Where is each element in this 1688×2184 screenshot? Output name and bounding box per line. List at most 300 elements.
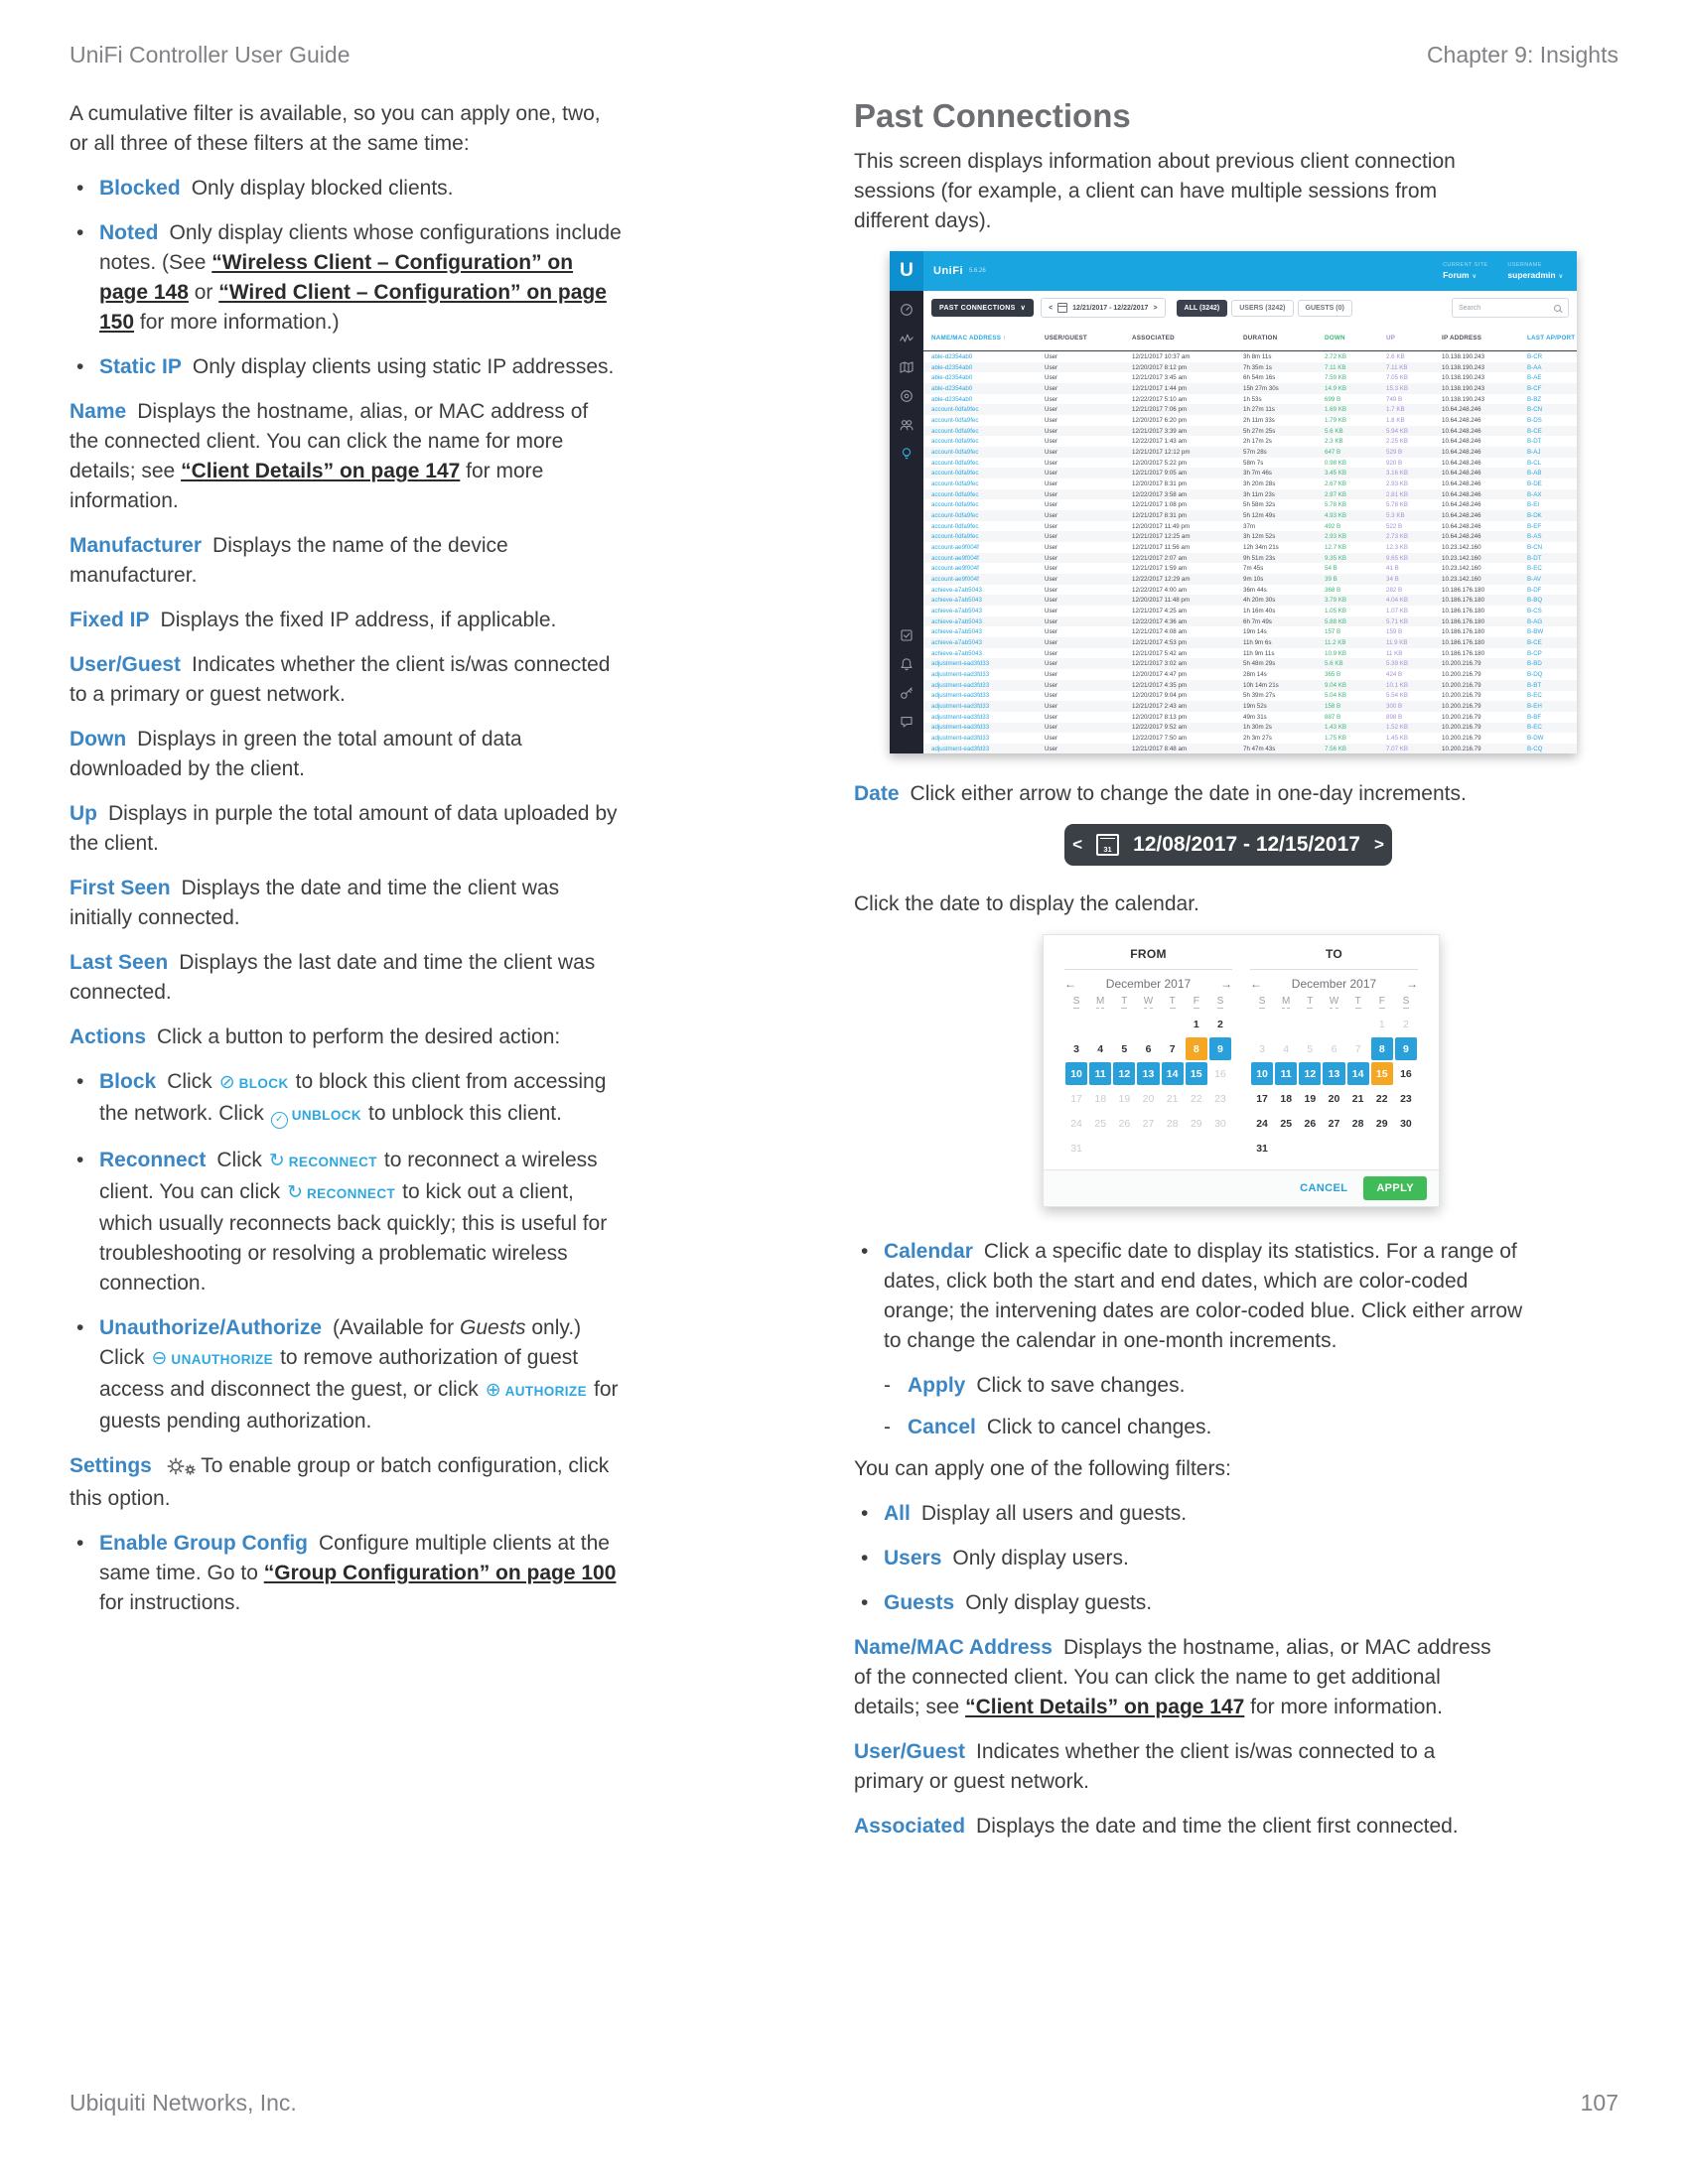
table-cell: 12/21/2017 4:53 pm [1132, 638, 1188, 646]
table-cell: account-0dfa9fec [931, 427, 979, 435]
table-cell: 158 B [1325, 703, 1341, 710]
table-cell: 2.93 KB [1386, 479, 1409, 487]
list-marker: • [76, 1070, 84, 1093]
table-cell: 10.186.176.180 [1442, 597, 1485, 605]
calendar-blank [1275, 1137, 1297, 1160]
table-cell: 7h 35m 1s [1243, 363, 1272, 371]
table-cell: 10.186.176.180 [1442, 628, 1485, 636]
table-cell: 7.56 KB [1325, 745, 1347, 752]
table-cell: 9.35 KB [1325, 554, 1347, 562]
table-cell: 10.64.248.246 [1442, 438, 1481, 446]
day-letter: S [1216, 996, 1224, 1007]
table-cell: account-0dfa9fec [931, 438, 979, 446]
term-label: Settings [70, 1454, 152, 1477]
table-row [923, 478, 1577, 489]
paragraph [70, 874, 623, 933]
table-cell: 2.67 KB [1325, 479, 1347, 487]
filter-all-button: ALL (3242) [1177, 300, 1228, 317]
table-row [923, 447, 1577, 458]
table-cell: 5h 39m 27s [1243, 692, 1276, 700]
table-cell: 10.64.248.246 [1442, 459, 1481, 467]
table-cell: 1.79 KB [1325, 416, 1347, 424]
table-cell: User [1045, 597, 1058, 605]
table-cell: account-0dfa9fec [931, 459, 979, 467]
date-range-text: 12/08/2017 - 12/15/2017 [1133, 833, 1360, 856]
right-column [854, 91, 1589, 1856]
table-cell: B-BZ [1527, 395, 1542, 403]
table-cell: 12/22/2017 12:29 am [1132, 575, 1191, 583]
calendar-blank [1089, 1013, 1111, 1035]
table-cell: 157 B [1325, 628, 1341, 636]
chapter-title: Chapter 9: Insights [1426, 42, 1618, 68]
table-cell: 12/21/2017 8:48 am [1132, 745, 1188, 752]
calendar-day: 11 [1275, 1062, 1297, 1085]
dash-item [854, 1413, 1551, 1442]
table-cell: 7.07 KB [1386, 745, 1409, 752]
text: Displays the date and time the client first connected. [976, 1815, 1459, 1838]
table-cell: B-EF [1527, 522, 1542, 530]
table-cell: account-0dfa9fec [931, 522, 979, 530]
table-row [923, 351, 1577, 362]
table-cell: account-0dfa9fec [931, 406, 979, 414]
calendar-blank [1371, 1137, 1393, 1160]
insights-icon [900, 447, 914, 461]
calendar-day: 19 [1118, 1092, 1131, 1105]
table-cell: 12/22/2017 9:52 am [1132, 724, 1188, 732]
table-cell: account-0dfa9fec [931, 533, 979, 541]
table-cell: User [1045, 660, 1058, 668]
right-flow-1 [854, 97, 1589, 236]
term-label: Block [99, 1070, 157, 1093]
table-cell: 10h 14m 21s [1243, 681, 1279, 689]
table-cell: 2h 11m 33s [1243, 416, 1275, 424]
text: Click either arrow to change the date in one-day increments. [910, 782, 1467, 805]
table-cell: 1.7 KB [1386, 406, 1405, 414]
table-cell: B-AE [1527, 374, 1542, 382]
unifi-logo: U [890, 251, 923, 291]
paragraph [70, 531, 623, 591]
table-cell: User [1045, 363, 1058, 371]
bullet-item [70, 218, 623, 338]
calendar-footer [1044, 1169, 1439, 1206]
table-cell: B-CE [1527, 638, 1542, 646]
paragraph [854, 1454, 1497, 1484]
table-cell: able-d2354ab0 [931, 374, 973, 382]
table-cell: 699 B [1325, 395, 1341, 403]
chevron-down-icon: ∨ [1558, 274, 1563, 280]
unifi-screenshot [890, 251, 1577, 753]
term-label: First Seen [70, 877, 171, 899]
calendar-day: 12 [1113, 1062, 1135, 1085]
calendar-day: 26 [1118, 1117, 1131, 1130]
table-cell: 5h 12m 49s [1243, 511, 1276, 519]
table-cell: 5.6 KB [1325, 427, 1343, 435]
table-cell: User [1045, 703, 1058, 710]
calendar-day: 9 [1209, 1037, 1231, 1060]
calendar-blank [1065, 1013, 1087, 1035]
settings-gears-icon [167, 1454, 196, 1484]
table-cell: 12/20/2017 11:48 pm [1132, 597, 1191, 605]
username-label: USERNAME [1507, 262, 1542, 268]
calendar-day: 16 [1400, 1067, 1412, 1080]
calendar-day: 31 [1256, 1142, 1268, 1155]
table-row [923, 542, 1577, 553]
table-cell: 10.200.216.79 [1442, 735, 1481, 743]
table-cell: 10.64.248.246 [1442, 501, 1481, 509]
list-marker: - [884, 1416, 891, 1438]
table-cell: B-BQ [1527, 597, 1543, 605]
table-cell: 424 B [1386, 670, 1403, 678]
action-label: AUTHORIZE [504, 1384, 587, 1399]
table-cell: 7h 47m 43s [1243, 745, 1276, 752]
table-cell: 5.94 KB [1386, 427, 1409, 435]
table-cell: B-BW [1527, 628, 1544, 636]
cross-reference-link[interactable]: “Wired Client – Configuration” on page 150 [99, 281, 607, 334]
table-cell: 12/20/2017 6:20 pm [1132, 416, 1188, 424]
table-cell: User [1045, 617, 1058, 625]
table-cell: 15h 27m 30s [1243, 384, 1279, 392]
day-letter: T [1354, 996, 1361, 1007]
authorize-icon: ⊕ [485, 1380, 501, 1401]
table-row [923, 733, 1577, 744]
action-badge [219, 1070, 289, 1093]
text: A cumulative filter is available, so you can apply one, two, or all three of these filters at the same time: [70, 102, 601, 155]
calendar-blank [1347, 1013, 1369, 1035]
table-row [923, 637, 1577, 648]
column-header: NAME/MAC ADDRESS ↑ [931, 334, 1007, 341]
table-cell: 37m [1243, 522, 1256, 530]
day-letter: S [1402, 996, 1410, 1007]
table-cell: User [1045, 724, 1058, 732]
calendar-day: 22 [1375, 1092, 1388, 1105]
table-cell: User [1045, 374, 1058, 382]
table-row [923, 701, 1577, 712]
text: Indicates whether the client is/was connected to a primary or guest network. [854, 1740, 1436, 1793]
table-row [923, 436, 1577, 447]
table-cell: 10.138.190.243 [1442, 384, 1485, 392]
table-cell: 10.200.216.79 [1442, 724, 1481, 732]
table-cell: 10.200.216.79 [1442, 692, 1481, 700]
unifi-version: 5.6.26 [969, 268, 986, 274]
table-cell: 12/21/2017 8:31 pm [1132, 511, 1188, 519]
table-cell: 10.200.216.79 [1442, 660, 1481, 668]
table-row [923, 606, 1577, 616]
term-label: Calendar [884, 1240, 973, 1263]
calendar-day: 7 [1169, 1042, 1176, 1055]
calendar-day: 18 [1094, 1092, 1107, 1105]
table-cell: 2.93 KB [1325, 533, 1347, 541]
table-cell: User [1045, 448, 1058, 456]
calendar-blank [1299, 1137, 1321, 1160]
calendar-blank [1395, 1137, 1417, 1160]
term-label: Noted [99, 221, 159, 244]
calendar-blank [1162, 1137, 1184, 1160]
calendar-day: 29 [1375, 1117, 1388, 1130]
text: Displays in purple the total amount of data uploaded by the client. [70, 802, 618, 855]
table-cell: 12.7 KB [1325, 543, 1347, 551]
calendar-blank [1162, 1013, 1184, 1035]
calendar-blank [1299, 1013, 1321, 1035]
table-cell: B-CE [1527, 427, 1542, 435]
table-cell: 1h 27m 11s [1243, 406, 1275, 414]
table-cell: 1.05 KB [1325, 607, 1347, 614]
day-letter: W [1143, 996, 1154, 1007]
unblock-icon: ✓ [271, 1112, 288, 1129]
paragraph [70, 99, 623, 159]
table-row [923, 531, 1577, 542]
calendar-day: 5 [1307, 1042, 1314, 1055]
table-cell: achieve-a7ab5043 [931, 628, 982, 636]
paragraph [70, 650, 623, 710]
table-cell: achieve-a7ab5043 [931, 607, 982, 614]
italic-text: Guests [460, 1316, 526, 1339]
text: only.) Click [99, 1316, 582, 1369]
table-cell: 10.64.248.246 [1442, 470, 1481, 478]
table-cell: B-CF [1527, 384, 1542, 392]
term-label: User/Guest [70, 653, 182, 676]
statistics-icon [900, 332, 914, 345]
table-cell: 9h 51m 23s [1243, 554, 1276, 562]
table-cell: 5.39 KB [1386, 660, 1409, 668]
table-cell: 4h 20m 30s [1243, 597, 1276, 605]
paragraph [70, 1451, 623, 1514]
text: Display all users and guests. [920, 1502, 1188, 1525]
unifi-toolbar [923, 291, 1577, 325]
table-cell: 159 B [1386, 628, 1403, 636]
table-cell: 1.07 KB [1386, 607, 1409, 614]
table-cell: account-0dfa9fec [931, 448, 979, 456]
calendar-day: 9 [1395, 1037, 1417, 1060]
action-badge [152, 1346, 274, 1369]
table-row [923, 574, 1577, 585]
table-cell: 10.64.248.246 [1442, 427, 1481, 435]
text: Displays the last date and time the client was connected. [70, 951, 596, 1004]
term-label: Manufacturer [70, 534, 203, 557]
paragraph [854, 1737, 1497, 1797]
search-input [1452, 298, 1569, 318]
calendar-blank [1275, 1013, 1297, 1035]
text: for more information. [1244, 1696, 1443, 1718]
text: to reconnect a wireless client. You can click [99, 1149, 598, 1203]
table-cell: B-CN [1527, 406, 1543, 414]
table-cell: achieve-a7ab5043 [931, 638, 982, 646]
table-cell: User [1045, 501, 1058, 509]
table-cell: 12h 34m 21s [1243, 543, 1279, 551]
chevron-down-icon: ∨ [1472, 274, 1477, 280]
cross-reference-link[interactable]: “Group Configuration” on page 100 [263, 1562, 617, 1584]
table-row [923, 669, 1577, 680]
table-cell: achieve-a7ab5043 [931, 586, 982, 594]
table-cell: 12/21/2017 12:25 am [1132, 533, 1191, 541]
table-cell: User [1045, 575, 1058, 583]
settings-icon [900, 686, 914, 700]
month-header [1250, 977, 1418, 991]
table-cell: B-AA [1527, 363, 1542, 371]
table-cell: 49m 31s [1243, 713, 1267, 721]
cross-reference-link[interactable]: “Client Details” on page 147 [965, 1696, 1245, 1718]
bullet-item [854, 1499, 1527, 1529]
table-cell: 12/22/2017 4:36 am [1132, 617, 1188, 625]
bullet-item [854, 1237, 1527, 1356]
table-cell: User [1045, 395, 1058, 403]
table-cell: 10.23.142.160 [1442, 554, 1481, 562]
table-cell: achieve-a7ab5043 [931, 597, 982, 605]
table-cell: 12/21/2017 5:42 am [1132, 649, 1188, 657]
filter-users-button: USERS (3242) [1231, 300, 1293, 317]
calendar-day: 23 [1400, 1092, 1412, 1105]
table-cell: able-d2354ab0 [931, 363, 973, 371]
reconnect-icon: ↻ [268, 1151, 285, 1171]
calendar-day: 1 [1378, 1018, 1385, 1030]
table-cell: 10.138.190.243 [1442, 363, 1485, 371]
table-cell: 887 B [1325, 713, 1341, 721]
calendar-day: 2 [1216, 1018, 1223, 1030]
text: Displays the hostname, alias, or MAC address of the connected client. You can click the name for more details; see [70, 400, 589, 482]
calendar-day: 10 [1251, 1062, 1273, 1085]
table-cell: 12/22/2017 4:00 am [1132, 586, 1188, 594]
bullet-item [70, 174, 623, 204]
column-header: UP [1386, 334, 1396, 341]
table-cell: 7.05 KB [1386, 374, 1409, 382]
table-cell: 12/21/2017 4:08 am [1132, 628, 1188, 636]
term-label: Unauthorize/Authorize [99, 1316, 322, 1339]
table-cell: 1h 53s [1243, 395, 1262, 403]
table-cell: 12/21/2017 12:12 pm [1132, 448, 1191, 456]
term-label: Up [70, 802, 97, 825]
table-cell: 9.65 KB [1386, 554, 1409, 562]
table-cell: 2.3 KB [1325, 438, 1343, 446]
table-cell: 1.45 KB [1386, 735, 1409, 743]
table-cell: 1.69 KB [1325, 406, 1347, 414]
text: Displays the fixed IP address, if applicable. [160, 609, 557, 631]
month-header [1064, 977, 1232, 991]
calendar-day: 13 [1323, 1062, 1344, 1085]
table-cell: 2h 17m 2s [1243, 438, 1272, 446]
calendar-day: 4 [1097, 1042, 1104, 1055]
text: Click the date to display the calendar. [854, 892, 1199, 915]
bullet-item [854, 1588, 1527, 1618]
paragraph [70, 799, 623, 859]
term-label: Guests [884, 1591, 955, 1614]
day-grid [1250, 1013, 1418, 1160]
table-cell: 12/20/2017 8:12 pm [1132, 363, 1188, 371]
dash-item [854, 1371, 1551, 1401]
table-cell: adjustment-ead3fd33 [931, 745, 990, 752]
calendar-day: 24 [1070, 1117, 1082, 1130]
table-cell: 529 B [1386, 448, 1403, 456]
calendar-day: 28 [1166, 1117, 1179, 1130]
action-label: UNAUTHORIZE [171, 1352, 274, 1367]
action-label: RECONNECT [307, 1186, 396, 1201]
table-cell: 5.88 KB [1325, 617, 1347, 625]
prev-month-arrow: ← [1064, 977, 1076, 991]
table-cell: 12/20/2017 8:13 pm [1132, 713, 1188, 721]
term-label: Date [854, 782, 900, 805]
table-cell: 12/21/2017 4:25 am [1132, 607, 1188, 614]
calendar-blank [1251, 1013, 1273, 1035]
left-column [70, 99, 623, 1633]
sort-arrow-icon: ↑ [1001, 334, 1007, 341]
table-cell: 12/20/2017 11:49 pm [1132, 522, 1191, 530]
table-row [923, 362, 1577, 373]
table-row [923, 595, 1577, 606]
table-cell: User [1045, 638, 1058, 646]
term-label: Name/MAC Address [854, 1636, 1053, 1659]
text: Click [167, 1070, 212, 1093]
table-cell: B-AB [1527, 470, 1542, 478]
text: Displays the date and time the client was initially connected. [70, 877, 560, 929]
table-cell: 10.23.142.160 [1442, 565, 1481, 573]
table-row [923, 404, 1577, 415]
calendar-icon [1057, 303, 1067, 313]
list-marker: • [861, 1502, 869, 1525]
term-label: User/Guest [854, 1740, 966, 1763]
table-cell: 10.186.176.180 [1442, 617, 1485, 625]
table-cell: 11h 9m 6s [1243, 638, 1272, 646]
chat-icon [900, 715, 914, 729]
cross-reference-link[interactable]: “Client Details” on page 147 [181, 460, 461, 482]
table-cell: account-ae9f004f [931, 554, 979, 562]
table-row [923, 553, 1577, 564]
list-marker: • [76, 355, 84, 378]
table-cell: B-CR [1527, 352, 1543, 360]
text: for more information.) [134, 311, 340, 334]
text: Displays in green the total amount of data downloaded by the client. [70, 728, 522, 780]
table-cell: adjustment-ead3fd33 [931, 703, 990, 710]
table-cell: 522 B [1386, 522, 1403, 530]
table-cell: 5.54 KB [1386, 692, 1409, 700]
section-heading: Past Connections [854, 97, 1131, 134]
table-cell: 57m 28s [1243, 448, 1267, 456]
table-cell: 5.3 KB [1386, 511, 1405, 519]
table-cell: 365 B [1325, 670, 1341, 678]
block-icon: ⊘ [218, 1072, 235, 1093]
calendar-day: 25 [1094, 1117, 1107, 1130]
table-cell: 898 B [1386, 713, 1403, 721]
table-cell: B-EI [1527, 501, 1540, 509]
table-cell: 14.9 KB [1325, 384, 1347, 392]
table-cell: adjustment-ead3fd33 [931, 713, 990, 721]
table-cell: 1.8 KB [1386, 416, 1405, 424]
table-cell: 3h 11m 23s [1243, 490, 1275, 498]
table-row [923, 626, 1577, 637]
right-flow-3 [854, 889, 1589, 919]
list-marker: • [861, 1547, 869, 1570]
calendar-day: 25 [1280, 1117, 1293, 1130]
text: or [188, 281, 219, 304]
day-letters [1064, 996, 1232, 1009]
bullet-item [70, 352, 623, 382]
paragraph [70, 725, 623, 784]
table-cell: User [1045, 735, 1058, 743]
calendar-blank [1113, 1137, 1135, 1160]
table-row [923, 468, 1577, 478]
table-cell: 10.64.248.246 [1442, 479, 1481, 487]
calendar-icon: 31 [1096, 834, 1119, 856]
text: Click a specific date to display its statistics. For a range of dates, click both the start and end dates, which are color-coded orange; the intervening dates are color-coded blue. Click either arrow to change the calendar in one-month increments. [884, 1240, 1523, 1352]
bullet-item [70, 1146, 623, 1298]
cross-reference-link[interactable]: “Wireless Client – Configuration” on page 148 [99, 251, 574, 304]
table-cell: User [1045, 522, 1058, 530]
table-cell: 5h 27m 25s [1243, 427, 1276, 435]
table-cell: User [1045, 565, 1058, 573]
table-cell: able-d2354ab0 [931, 384, 973, 392]
day-letters [1250, 996, 1418, 1009]
table-cell: 7.11 KB [1325, 363, 1346, 371]
action-badge [271, 1102, 361, 1125]
calendar-day: 22 [1190, 1092, 1202, 1105]
table-cell: User [1045, 470, 1058, 478]
